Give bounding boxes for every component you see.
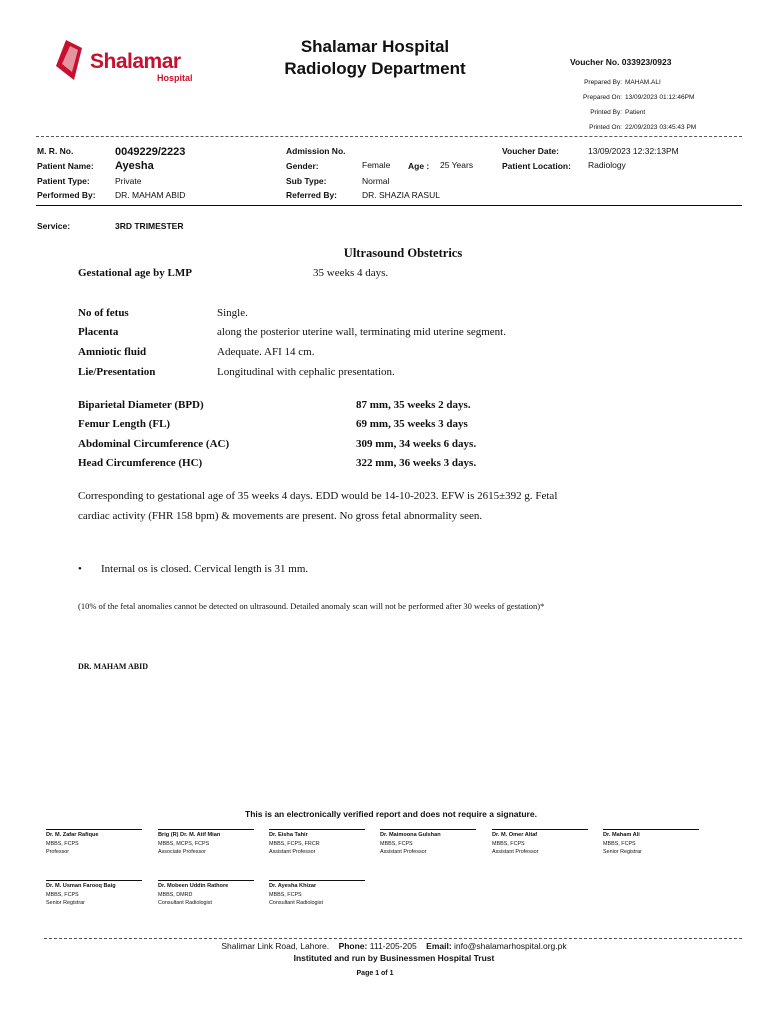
service-label: Service: [37,221,71,231]
referred-by-label: Referred By: [286,190,338,200]
phone-text[interactable]: 111-205-205 [369,941,417,951]
bullet-text: Internal os is closed. Cervical length is 31 mm. [101,563,309,575]
patient-info-divider [36,205,742,206]
header-divider [36,136,742,137]
verification-notice: This is an electronically verified report and does not require a signature. [245,809,537,819]
doctor-name: Dr. Maimoona Gulshan [380,832,441,838]
doctor-card [380,829,480,855]
prepared-on-value: 13/09/2023 01:12:46PM [625,94,695,101]
doctor-name: Dr. M. Omer Altaf [492,832,538,838]
gender-value: Female [362,160,391,170]
finding-label: Amniotic fluid [78,346,147,358]
doctor-card [158,829,258,855]
trust-line: Instituted and run by Businessmen Hospital Trust [293,953,495,963]
doctor-qualification: MBBS, FCPS [380,841,413,847]
bullet-icon: • [78,563,82,575]
finding-value: Adequate. AFI 14 cm. [217,346,315,358]
printed-on-label: Printed On: [589,124,622,131]
contact-line [0,941,768,951]
doctor-name: Dr. Eisha Tahir [269,832,308,838]
doctor-qualification: MBBS, FCPS [603,841,636,847]
address-text: Shalimar Link Road, Lahore. [221,941,330,951]
ga-lmp-value: 35 weeks 4 days. [313,267,389,279]
patient-location-value: Radiology [588,160,626,170]
finding-label: Lie/Presentation [78,366,156,378]
patient-type-value: Private [115,176,142,186]
patient-name-label: Patient Name: [37,161,94,171]
biometry-label: Biparietal Diameter (BPD) [78,399,204,411]
referred-by-value: DR. SHAZIA RASUL [362,190,440,200]
doctor-name: Dr. M. Zafar Rafique [46,832,99,838]
doctor-qualification: MBBS, FCPS [269,892,302,898]
doctor-card [269,880,369,906]
doctor-qualification: MBBS, MCPS, FCPS [158,841,210,847]
email-text[interactable]: info@shalamarhospital.org.pk [454,941,567,951]
report-title: Ultrasound Obstetrics [343,246,463,260]
age-label: Age : [408,161,430,171]
printed-by-value: Patient [625,109,646,116]
prepared-by-row [520,79,622,89]
logo-subtext: Hospital [157,73,193,83]
logo-text: Shalamar [90,50,181,73]
doctor-line [269,880,365,881]
doctor-line [380,829,476,830]
prepared-on-row [520,94,622,104]
doctor-role: Assistant Professor [492,849,539,855]
doctor-line [603,829,699,830]
age-value: 25 Years [440,160,474,170]
doctor-line [269,829,365,830]
performed-by-label: Performed By: [37,190,96,200]
printed-on-row [520,124,622,134]
sub-type-value: Normal [362,176,390,186]
ga-lmp-label: Gestational age by LMP [78,267,192,279]
doctor-role: Consultant Radiologist [158,900,212,906]
doctor-card [269,829,369,855]
gender-label: Gender: [286,161,319,171]
doctor-line [46,880,142,881]
biometry-label: Abdominal Circumference (AC) [78,438,230,450]
biometry-value: 322 mm, 36 weeks 3 days. [356,457,477,469]
biometry-label: Head Circumference (HC) [78,457,203,469]
biometry-value: 69 mm, 35 weeks 3 days [356,418,468,430]
voucher-date-label: Voucher Date: [502,146,559,156]
doctor-card [158,880,258,906]
mr-value: 0049229/2223 [115,146,186,158]
doctor-line [46,829,142,830]
doctor-qualification: MBBS, DMRD [158,892,193,898]
doctor-role: Assistant Professor [269,849,316,855]
doctor-role: Assistant Professor [380,849,427,855]
doctor-card [46,880,146,906]
doctor-role: Senior Registrar [46,900,85,906]
doctor-qualification: MBBS, FCPS [46,892,79,898]
phone-label: Phone: [338,941,368,951]
doctor-role: Associate Professor [158,849,206,855]
patient-name-value: Ayesha [115,160,154,172]
biometry-value: 87 mm, 35 weeks 2 days. [356,399,471,411]
disclaimer-note: (10% of the fetal anomalies cannot be detected on ultrasound. Detailed anomaly scan will not be performed after 30 weeks of gestation)* [78,601,545,611]
finding-value: along the posterior uterine wall, terminating mid uterine segment. [217,326,506,338]
biometry-label: Femur Length (FL) [78,418,171,430]
patient-location-label: Patient Location: [502,161,571,171]
email-label: Email: [426,941,452,951]
patient-type-label: Patient Type: [37,176,90,186]
doctor-card [46,829,146,855]
printed-by-row [520,109,622,119]
doctor-qualification: MBBS, FCPS, FRCR [269,841,320,847]
doctor-name: Dr. M. Usman Farooq Baig [46,883,116,889]
doctor-card [603,829,703,855]
printed-on-value: 22/09/2023 03:45:43 PM [625,124,697,131]
sub-type-label: Sub Type: [286,176,327,186]
doctor-card [492,829,592,855]
doctor-qualification: MBBS, FCPS [46,841,79,847]
page-number: Page 1 of 1 [356,970,394,977]
doctor-name: Dr. Maham Ali [603,832,640,838]
department-name: Radiology Department [284,59,466,78]
performed-by-value: DR. MAHAM ABID [115,190,186,200]
doctor-line [158,829,254,830]
doctor-qualification: MBBS, FCPS [492,841,525,847]
doctor-name: Dr. Mobeen Uddin Rathore [158,883,229,889]
prepared-on-label: Prepared On: [582,94,622,101]
hospital-logo [52,36,202,86]
doctor-line [492,829,588,830]
biometry-value: 309 mm, 34 weeks 6 days. [356,438,477,450]
admission-label: Admission No. [286,146,346,156]
doctor-name: Brig (R) Dr. M. Atif Mian [158,832,221,838]
footer-divider [44,938,742,939]
voucher-date-value: 13/09/2023 12:32:13PM [588,146,679,156]
doctor-role: Senior Registrar [603,849,642,855]
finding-label: Placenta [78,326,119,338]
doctor-name: Dr. Ayesha Khizar [269,883,317,889]
hospital-name: Shalamar Hospital [300,37,450,56]
mr-label: M. R. No. [37,146,74,156]
service-value: 3RD TRIMESTER [115,221,184,231]
prepared-by-value: MAHAM.ALI [625,79,661,86]
voucher-number: Voucher No. 033923/0923 [570,57,672,67]
reporting-doctor: DR. MAHAM ABID [78,662,148,671]
finding-label: No of fetus [78,307,129,319]
doctor-line [158,880,254,881]
doctor-role: Consultant Radiologist [269,900,323,906]
prepared-by-label: Prepared By: [584,79,622,86]
printed-by-label: Printed By: [590,109,622,116]
doctor-role: Professor [46,849,70,855]
finding-value: Single. [217,307,248,319]
finding-value: Longitudinal with cephalic presentation. [217,366,395,378]
impression-paragraph: Corresponding to gestational age of 35 weeks 4 days. EDD would be 14-10-2023. EFW is 2615±392 g. Fetal cardiac activity (FHR 158 bpm) & movements are present. No gross fetal abnormality seen. [78,490,558,522]
